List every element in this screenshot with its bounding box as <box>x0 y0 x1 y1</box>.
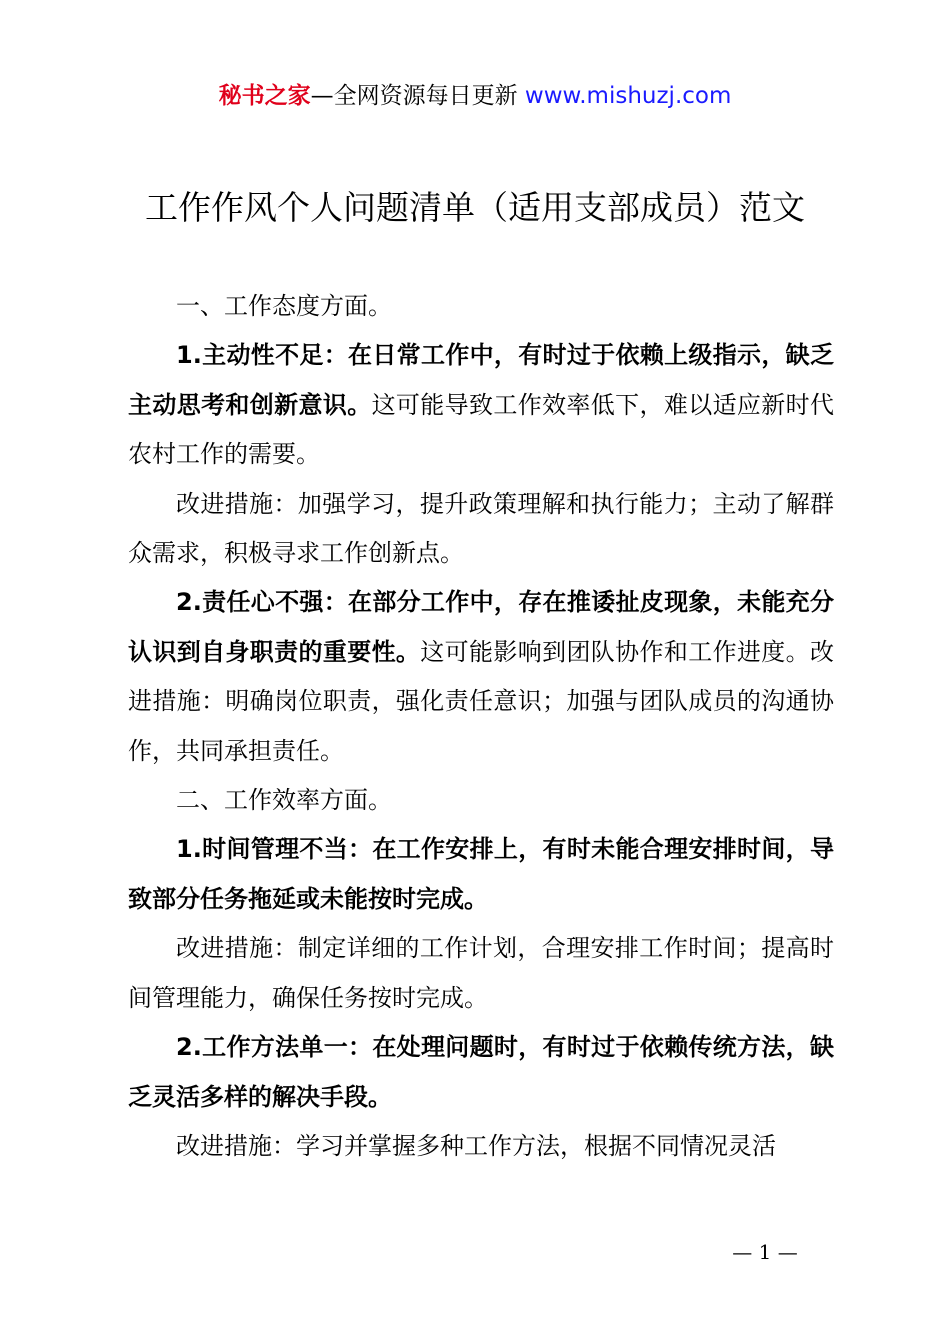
document-title: 工作作风个人问题清单（适用支部成员）范文 <box>145 188 805 227</box>
issue-title-3: 1.时间管理不当：在工作安排上，有时未能合理安排时间，导致部分任务拖延或未能按时完成。 <box>128 835 834 913</box>
issue-paragraph-4 <box>128 1023 834 1122</box>
site-url-link[interactable]: www.mishuzj.com <box>524 83 732 109</box>
site-header <box>0 80 950 112</box>
issue-paragraph-2 <box>128 578 834 776</box>
issue-text-2: 这可能影响到团队协作和工作进度。改进措施：明确岗位职责，强化责任意识；加强与团队成员的沟通协作，共同承担责任。 <box>128 637 835 765</box>
measures-paragraph-1: 改进措施：加强学习，提升政策理解和执行能力；主动了解群众需求，积极寻求工作创新点。 <box>128 489 834 568</box>
measures-paragraph-4: 改进措施：学习并掌握多种工作方法，根据不同情况灵活 <box>176 1131 776 1160</box>
document-body <box>128 282 834 1171</box>
site-tagline: —全网资源每日更新 <box>310 83 518 109</box>
issue-title-1: 1.主动性不足：在日常工作中，有时过于依赖上级指示，缺乏主动思考和创新意识。 <box>128 341 834 419</box>
section-heading-1: 一、工作态度方面。 <box>176 292 392 320</box>
issue-title-2: 2.责任心不强：在部分工作中，存在推诿扯皮现象，未能充分认识到自身职责的重要性。 <box>128 588 834 666</box>
site-brand: 秘书之家 <box>218 83 311 109</box>
page-number: — 1 — <box>732 1240 798 1264</box>
issue-title-4: 2.工作方法单一：在处理问题时，有时过于依赖传统方法，缺乏灵活多样的解决手段。 <box>128 1033 834 1111</box>
section-heading-2: 二、工作效率方面。 <box>176 786 392 815</box>
issue-paragraph-1 <box>128 331 834 479</box>
measures-paragraph-3: 改进措施：制定详细的工作计划，合理安排工作时间；提高时间管理能力，确保任务按时完成。 <box>128 934 834 1012</box>
issue-paragraph-3 <box>128 825 834 924</box>
issue-text-1: 这可能导致工作效率低下，难以适应新时代农村工作的需要。 <box>128 390 835 469</box>
